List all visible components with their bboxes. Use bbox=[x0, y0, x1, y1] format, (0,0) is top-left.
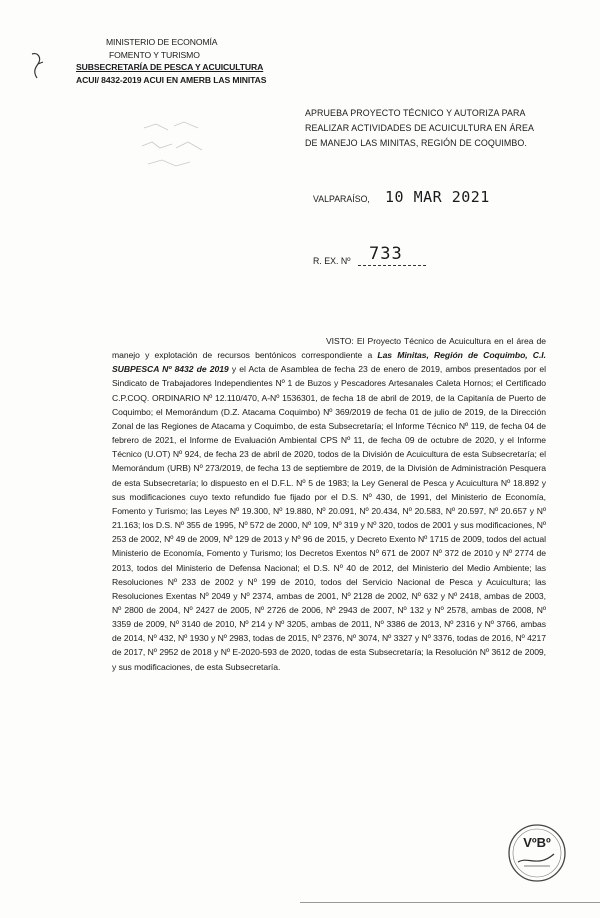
vobo-label: VºBº bbox=[523, 835, 551, 850]
visto-paragraph bbox=[112, 334, 546, 674]
visto-opening: VISTO: El Proyecto Técnico de Acuicultura en el bbox=[326, 336, 514, 346]
subject-line-2: REALIZAR ACTIVIDADES DE ACUICULTURA EN ÁREA bbox=[305, 122, 535, 133]
date-stamp: 10 MAR 2021 bbox=[385, 188, 490, 206]
issuer-header bbox=[76, 36, 316, 86]
reference-line: ACUI/ 8432-2019 ACUI EN AMERB LAS MINITAS bbox=[76, 74, 267, 85]
rex-number: 733 bbox=[369, 244, 403, 264]
handwritten-mark bbox=[28, 50, 48, 82]
visto-text-1: área de manejo y explotación de recursos bentónicos correspondiente a bbox=[112, 336, 547, 361]
rex-underline bbox=[358, 265, 426, 266]
bottom-rule bbox=[300, 902, 600, 903]
place-label: VALPARAÍSO, bbox=[313, 194, 370, 204]
subject-line-1: APRUEBA PROYECTO TÉCNICO Y AUTORIZA PARA bbox=[305, 108, 526, 118]
subsecretaria-line: SUBSECRETARÍA DE PESCA Y ACUICULTURA bbox=[76, 62, 264, 73]
visto-text-2: y el Acta de Asamblea de fecha 23 de enero de 2019, ambos presentados por el Sindicato de Trabajadores Independientes Nº 1 de Buzos y Pescadores Artesanales Caleta Hornos; el Certificado C.P.COQ. ORDINARIO Nº 12.110/470, A-Nº 1536301, de fecha 18 de abril de 2019, de la Capitanía de Puerto de Coquimbo; el Memorándum (D.Z. Atacama Coquimbo) Nº 369/2019 de fecha 01 de julio de 2019, de la Dirección Zonal de las Regiones de Atacama y Coquimbo, de esta Subsecretaría; el Informe Técnico Nº 119, de fecha 04 de febrero de 2021, el Informe de Evaluación Ambiental CPS Nº 11, de fecha 09 de octubre de 2020, y el Informe Técnico (U.OT) Nº 924, de fecha 23 de abril de 2020, todos de la División de Acuicultura de esta Subsecretaría; el Memorándum (URB) Nº 273/2019, de fecha 13 de septiembre de 2019, de la División de Administración Pesquera de esta Subsecretaría; lo dispuesto en el D.F.L. Nº 5 de 1983; la Ley General de Pesca y Acuicultura Nº 18.892 y sus modificaciones cuyo texto refundido fue fijado por el D.S. Nº 430, de 1991, del Ministerio de Economía, Fomento y Turismo; las Leyes Nº 19.300, Nº 19.880, Nº 20.091, Nº 20.434, Nº 20.583, Nº 20.597, Nº 20.657 y Nº 21.163; los D.S. Nº 355 de 1995, Nº 572 de 2000, Nº 109, Nº 319 y Nº 320, todos de 2001 y sus modificaciones, Nº 253 de 2002, Nº 49 de 2009, Nº 129 de 2013 y Nº 96 de 2015, y Decreto Exento Nº 1715 de 2009, todos del actual Ministerio de Economía, Fomento y Turismo; los Decretos Exentos Nº 671 de 2007 Nº 372 de 2010 y Nº 2774 de 2013, todos del Ministerio de Defensa Nacional; el D.S. Nº 40 de 2012, del Ministerio del Medio Ambiente; las Resoluciones Nº 233 de 2002 y Nº 199 de 2010, todos del Servicio Nacional de Pesca y Acuicultura; las Resoluciones Exentas Nº 2049 y Nº 2374, ambas de 2001, Nº 2128 de 2002, Nº 632 y Nº 2418, ambas de 2003, Nº 2800 de 2004, Nº 2427 de 2005, Nº 2726 de 2006, Nº 2943 de 2007, Nº 132 y Nº 2578, ambas de 2008, Nº 3359 de 2009, Nº 3140 de 2010, Nº 214 y Nº 3205, ambas de 2011, Nº 3386 de 2013, Nº 2316 y Nº 3766, ambas de 2014, Nº 432, Nº 1930 y Nº 2983, todas de 2015, Nº 2376, Nº 3074, Nº 3327 y Nº 3376, todas de 2016, Nº 4217 de 2017, Nº 2952 de 2018 y Nº E-2020-593 de 2020, todas de esta Subsecretaría; la Resolución Nº 3612 de 2009, y sus modificaciones, de esta Subsecretaría. bbox=[112, 364, 546, 672]
rex-label: R. EX. Nº bbox=[313, 256, 351, 266]
ministry-line: MINISTERIO DE ECONOMÍA bbox=[106, 37, 218, 47]
resolution-subject bbox=[305, 106, 575, 150]
visto-bold-reference: Las Minitas, Región de Coquimbo, C.I. SUBPESCA Nº 8432 de 2019 bbox=[112, 350, 546, 375]
ministry-line-2: FOMENTO Y TURISMO bbox=[109, 49, 200, 60]
subject-line-3: DE MANEJO LAS MINITAS, REGIÓN DE COQUIMBO. bbox=[305, 137, 527, 148]
faint-stamp bbox=[138, 118, 206, 176]
vobo-stamp bbox=[504, 820, 570, 886]
